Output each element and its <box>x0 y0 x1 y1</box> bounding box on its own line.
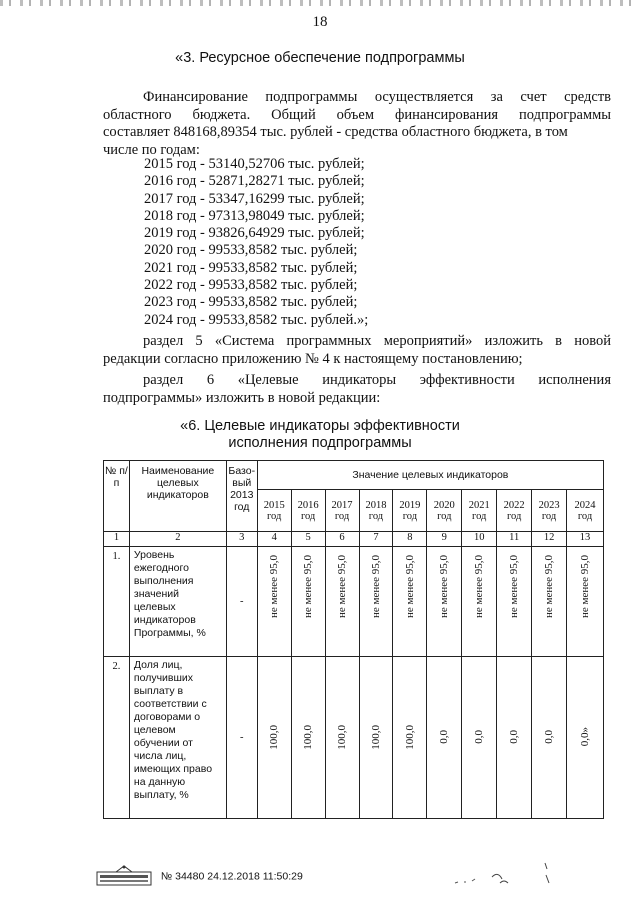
year-item: 2015 год - 53140,52706 тыс. рублей; <box>144 156 365 172</box>
header-year: 2019 год <box>393 490 427 532</box>
column-number: 3 <box>226 532 257 547</box>
section6-line-2: подпрограммы» изложить в новой редакции: <box>103 389 381 406</box>
header-name: Наименование целевых индикаторов <box>129 461 226 532</box>
header-base: Базо-вый 2013 год <box>226 461 257 532</box>
row-base: - <box>226 657 257 819</box>
year-item: 2022 год - 99533,8582 тыс. рублей; <box>144 277 358 294</box>
header-year: 2017 год <box>325 490 359 532</box>
financing-line-1: Финансирование подпрограммы осуществляется за счет средств <box>143 89 611 105</box>
table-title-line-2: исполнения подпрограммы <box>228 435 412 451</box>
table-title <box>0 418 640 452</box>
column-number: 12 <box>532 532 567 547</box>
row-value: 0,0» <box>579 727 592 747</box>
section-title: «3. Ресурсное обеспечение подпрограммы <box>175 50 465 66</box>
column-number: 9 <box>427 532 462 547</box>
year-item: 2016 год - 52871,28271 тыс. рублей; <box>144 173 365 190</box>
financing-line-4: числе по годам: <box>103 141 200 158</box>
header-year: 2016 год <box>291 490 325 532</box>
row-base: - <box>226 547 257 657</box>
row-value: 100,0 <box>268 724 281 750</box>
section6-paragraph <box>103 372 611 407</box>
header-num: № п/п <box>104 461 130 532</box>
row-value: не менее 95,0 <box>336 555 349 619</box>
row-value: не менее 95,0 <box>579 555 592 619</box>
year-item: 2023 год - 99533,8582 тыс. рублей; <box>144 294 358 311</box>
column-number: 11 <box>497 532 532 547</box>
section5-line-2: редакции согласно приложению № 4 к настоящему постановлению; <box>103 350 523 367</box>
column-number: 6 <box>325 532 359 547</box>
row-value: 0,0 <box>508 730 521 744</box>
document-number: № 34480 <box>160 870 205 883</box>
column-number: 1 <box>104 532 130 547</box>
section6-line-1: раздел 6 «Целевые индикаторы эффективности исполнения <box>143 372 611 388</box>
row-value: 100,0 <box>336 724 349 750</box>
row-value: 100,0 <box>403 724 416 750</box>
header-year: 2021 год <box>462 490 497 532</box>
document-footer <box>96 864 303 889</box>
column-number: 10 <box>462 532 497 547</box>
section5-paragraph <box>103 333 611 368</box>
table-title-line-1: «6. Целевые индикаторы эффективности <box>180 418 460 434</box>
table-row <box>104 657 604 819</box>
financing-line-2: областного бюджета. Общий объем финансирования подпрограммы <box>103 106 611 123</box>
page-number: 18 <box>312 14 328 30</box>
header-values-group: Значение целевых индикаторов <box>257 461 603 490</box>
document-timestamp: 24.12.2018 11:50:29 <box>207 870 303 883</box>
header-year: 2018 год <box>359 490 393 532</box>
column-number: 8 <box>393 532 427 547</box>
row-value: 0,0 <box>438 730 451 744</box>
header-year: 2022 год <box>497 490 532 532</box>
row-value: 0,0 <box>473 730 486 744</box>
row-value: не менее 95,0 <box>302 555 315 619</box>
column-number: 5 <box>291 532 325 547</box>
year-item: 2020 год - 99533,8582 тыс. рублей; <box>144 242 358 259</box>
row-num: 2. <box>104 657 130 819</box>
row-value: не менее 95,0 <box>403 555 416 619</box>
year-item: 2017 год - 53347,16299 тыс. рублей; <box>144 190 365 207</box>
row-value: не менее 95,0 <box>369 555 382 619</box>
column-number: 7 <box>359 532 393 547</box>
row-value: 100,0 <box>369 724 382 750</box>
row-value: не менее 95,0 <box>543 555 556 619</box>
row-value: не менее 95,0 <box>268 555 281 619</box>
column-number: 4 <box>257 532 291 547</box>
header-year: 2024 год <box>567 490 604 532</box>
section5-line-1: раздел 5 «Система программных мероприятий» изложить в новой <box>143 333 611 349</box>
column-number: 13 <box>567 532 604 547</box>
financing-line-3: составляет 848168,89354 тыс. рублей - средства областного бюджета, в том <box>103 124 568 140</box>
row-value: не менее 95,0 <box>438 555 451 619</box>
indicators-table <box>103 460 604 819</box>
year-item: 2024 год - 99533,8582 тыс. рублей.»; <box>144 311 369 328</box>
row-name: Уровень ежегодного выполнения значений целевых индикаторов Программы, % <box>129 547 226 657</box>
scan-edge-artifact <box>0 0 640 6</box>
table-row <box>104 547 604 657</box>
financing-paragraph <box>103 89 611 159</box>
header-year: 2015 год <box>257 490 291 532</box>
header-year: 2023 год <box>532 490 567 532</box>
building-stamp-icon <box>96 864 152 889</box>
year-item: 2019 год - 93826,64929 тыс. рублей; <box>144 225 365 242</box>
row-value: 0,0 <box>543 730 556 744</box>
row-name: Доля лиц, получивших выплату в соответствии с договорами о целевом обучении от числа лиц, имеющих право на данную выплату, % <box>129 657 226 819</box>
row-num: 1. <box>104 547 130 657</box>
year-item: 2018 год - 97313,98049 тыс. рублей; <box>144 207 365 224</box>
year-item: 2021 год - 99533,8582 тыс. рублей; <box>144 259 358 276</box>
row-value: не менее 95,0 <box>473 555 486 619</box>
scan-noise-artifact <box>450 855 560 900</box>
header-year: 2020 год <box>427 490 462 532</box>
row-value: 100,0 <box>302 724 315 750</box>
row-value: не менее 95,0 <box>508 555 521 619</box>
yearly-financing-list <box>144 156 368 329</box>
column-number: 2 <box>129 532 226 547</box>
